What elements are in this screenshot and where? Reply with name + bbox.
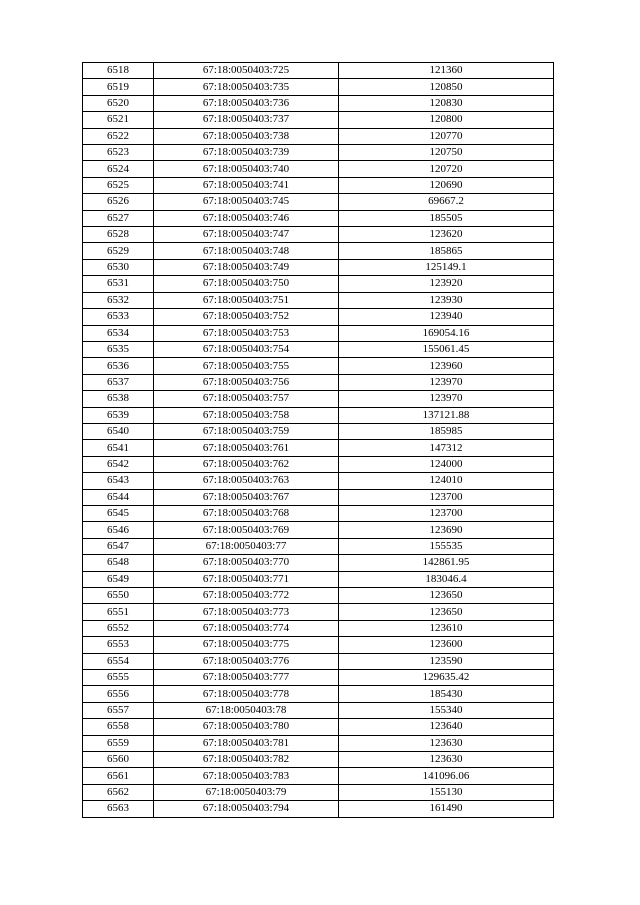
table-row	[83, 423, 554, 439]
row-number-cell: 6548	[83, 555, 154, 571]
table-row	[83, 719, 554, 735]
row-number-cell: 6525	[83, 177, 154, 193]
table-row	[83, 473, 554, 489]
table-row	[83, 522, 554, 538]
cadastral-number-cell: 67:18:0050403:775	[154, 637, 339, 653]
row-number-cell: 6527	[83, 210, 154, 226]
table-row	[83, 276, 554, 292]
value-cell: 69667.2	[339, 194, 554, 210]
table-row	[83, 555, 554, 571]
value-cell: 120750	[339, 145, 554, 161]
row-number-cell: 6551	[83, 604, 154, 620]
table-row	[83, 259, 554, 275]
cadastral-number-cell: 67:18:0050403:740	[154, 161, 339, 177]
table-row	[83, 456, 554, 472]
value-cell: 185430	[339, 686, 554, 702]
table-row	[83, 374, 554, 390]
row-number-cell: 6523	[83, 145, 154, 161]
value-cell: 120800	[339, 112, 554, 128]
cadastral-value-table	[82, 62, 554, 818]
table-row	[83, 358, 554, 374]
row-number-cell: 6558	[83, 719, 154, 735]
table-row	[83, 325, 554, 341]
value-cell: 124000	[339, 456, 554, 472]
cadastral-number-cell: 67:18:0050403:794	[154, 801, 339, 817]
table-row	[83, 292, 554, 308]
value-cell: 155061.45	[339, 341, 554, 357]
row-number-cell: 6518	[83, 63, 154, 79]
table-row	[83, 79, 554, 95]
value-cell: 123640	[339, 719, 554, 735]
table-row	[83, 801, 554, 817]
row-number-cell: 6550	[83, 588, 154, 604]
cadastral-number-cell: 67:18:0050403:777	[154, 670, 339, 686]
value-cell: 185985	[339, 423, 554, 439]
cadastral-number-cell: 67:18:0050403:78	[154, 702, 339, 718]
row-number-cell: 6557	[83, 702, 154, 718]
table-row	[83, 95, 554, 111]
row-number-cell: 6534	[83, 325, 154, 341]
cadastral-number-cell: 67:18:0050403:739	[154, 145, 339, 161]
row-number-cell: 6519	[83, 79, 154, 95]
value-cell: 155340	[339, 702, 554, 718]
value-cell: 185865	[339, 243, 554, 259]
table-row	[83, 309, 554, 325]
cadastral-number-cell: 67:18:0050403:755	[154, 358, 339, 374]
row-number-cell: 6546	[83, 522, 154, 538]
cadastral-number-cell: 67:18:0050403:753	[154, 325, 339, 341]
value-cell: 121360	[339, 63, 554, 79]
cadastral-number-cell: 67:18:0050403:745	[154, 194, 339, 210]
table-row	[83, 177, 554, 193]
cadastral-number-cell: 67:18:0050403:781	[154, 735, 339, 751]
cadastral-number-cell: 67:18:0050403:773	[154, 604, 339, 620]
row-number-cell: 6542	[83, 456, 154, 472]
row-number-cell: 6540	[83, 423, 154, 439]
table-row	[83, 194, 554, 210]
cadastral-number-cell: 67:18:0050403:780	[154, 719, 339, 735]
value-cell: 123920	[339, 276, 554, 292]
row-number-cell: 6543	[83, 473, 154, 489]
table-row	[83, 440, 554, 456]
table-row	[83, 735, 554, 751]
cadastral-number-cell: 67:18:0050403:769	[154, 522, 339, 538]
row-number-cell: 6537	[83, 374, 154, 390]
table-row	[83, 702, 554, 718]
cadastral-number-cell: 67:18:0050403:776	[154, 653, 339, 669]
table-row	[83, 243, 554, 259]
row-number-cell: 6526	[83, 194, 154, 210]
row-number-cell: 6524	[83, 161, 154, 177]
cadastral-number-cell: 67:18:0050403:756	[154, 374, 339, 390]
row-number-cell: 6561	[83, 768, 154, 784]
cadastral-number-cell: 67:18:0050403:749	[154, 259, 339, 275]
table-row	[83, 637, 554, 653]
value-cell: 120690	[339, 177, 554, 193]
table-row	[83, 227, 554, 243]
table-row	[83, 161, 554, 177]
cadastral-number-cell: 67:18:0050403:768	[154, 505, 339, 521]
value-cell: 147312	[339, 440, 554, 456]
table-row	[83, 571, 554, 587]
value-cell: 120850	[339, 79, 554, 95]
cadastral-number-cell: 67:18:0050403:747	[154, 227, 339, 243]
cadastral-number-cell: 67:18:0050403:778	[154, 686, 339, 702]
cadastral-number-cell: 67:18:0050403:782	[154, 752, 339, 768]
value-cell: 123650	[339, 604, 554, 620]
row-number-cell: 6541	[83, 440, 154, 456]
table-body	[83, 63, 554, 818]
value-cell: 155130	[339, 784, 554, 800]
cadastral-number-cell: 67:18:0050403:736	[154, 95, 339, 111]
table-row	[83, 391, 554, 407]
table-row	[83, 752, 554, 768]
table-row	[83, 653, 554, 669]
cadastral-number-cell: 67:18:0050403:757	[154, 391, 339, 407]
cadastral-number-cell: 67:18:0050403:770	[154, 555, 339, 571]
value-cell: 141096.06	[339, 768, 554, 784]
cadastral-number-cell: 67:18:0050403:750	[154, 276, 339, 292]
row-number-cell: 6563	[83, 801, 154, 817]
value-cell: 123650	[339, 588, 554, 604]
row-number-cell: 6531	[83, 276, 154, 292]
value-cell: 185505	[339, 210, 554, 226]
table-row	[83, 588, 554, 604]
cadastral-number-cell: 67:18:0050403:774	[154, 620, 339, 636]
row-number-cell: 6520	[83, 95, 154, 111]
cadastral-number-cell: 67:18:0050403:748	[154, 243, 339, 259]
value-cell: 123610	[339, 620, 554, 636]
value-cell: 123700	[339, 489, 554, 505]
row-number-cell: 6544	[83, 489, 154, 505]
row-number-cell: 6536	[83, 358, 154, 374]
value-cell: 123630	[339, 735, 554, 751]
row-number-cell: 6555	[83, 670, 154, 686]
row-number-cell: 6538	[83, 391, 154, 407]
cadastral-number-cell: 67:18:0050403:77	[154, 538, 339, 554]
table-row	[83, 407, 554, 423]
row-number-cell: 6528	[83, 227, 154, 243]
cadastral-number-cell: 67:18:0050403:763	[154, 473, 339, 489]
row-number-cell: 6559	[83, 735, 154, 751]
table-row	[83, 128, 554, 144]
value-cell: 142861.95	[339, 555, 554, 571]
table-row	[83, 538, 554, 554]
cadastral-number-cell: 67:18:0050403:752	[154, 309, 339, 325]
row-number-cell: 6535	[83, 341, 154, 357]
row-number-cell: 6553	[83, 637, 154, 653]
value-cell: 123970	[339, 374, 554, 390]
row-number-cell: 6554	[83, 653, 154, 669]
table-row	[83, 145, 554, 161]
value-cell: 155535	[339, 538, 554, 554]
table-row	[83, 505, 554, 521]
cadastral-number-cell: 67:18:0050403:771	[154, 571, 339, 587]
table-row	[83, 686, 554, 702]
value-cell: 123690	[339, 522, 554, 538]
cadastral-number-cell: 67:18:0050403:751	[154, 292, 339, 308]
row-number-cell: 6547	[83, 538, 154, 554]
row-number-cell: 6522	[83, 128, 154, 144]
table-row	[83, 341, 554, 357]
value-cell: 123590	[339, 653, 554, 669]
cadastral-number-cell: 67:18:0050403:746	[154, 210, 339, 226]
table-row	[83, 620, 554, 636]
table-row	[83, 604, 554, 620]
table-row	[83, 670, 554, 686]
table-row	[83, 210, 554, 226]
cadastral-number-cell: 67:18:0050403:761	[154, 440, 339, 456]
table-row	[83, 489, 554, 505]
value-cell: 169054.16	[339, 325, 554, 341]
cadastral-number-cell: 67:18:0050403:725	[154, 63, 339, 79]
row-number-cell: 6529	[83, 243, 154, 259]
value-cell: 137121.88	[339, 407, 554, 423]
cadastral-number-cell: 67:18:0050403:762	[154, 456, 339, 472]
row-number-cell: 6549	[83, 571, 154, 587]
cadastral-number-cell: 67:18:0050403:783	[154, 768, 339, 784]
value-cell: 123620	[339, 227, 554, 243]
row-number-cell: 6556	[83, 686, 154, 702]
value-cell: 161490	[339, 801, 554, 817]
row-number-cell: 6545	[83, 505, 154, 521]
value-cell: 125149.1	[339, 259, 554, 275]
value-cell: 129635.42	[339, 670, 554, 686]
cadastral-number-cell: 67:18:0050403:767	[154, 489, 339, 505]
value-cell: 123940	[339, 309, 554, 325]
row-number-cell: 6521	[83, 112, 154, 128]
table-row	[83, 112, 554, 128]
row-number-cell: 6560	[83, 752, 154, 768]
value-cell: 120720	[339, 161, 554, 177]
value-cell: 123960	[339, 358, 554, 374]
cadastral-number-cell: 67:18:0050403:759	[154, 423, 339, 439]
cadastral-number-cell: 67:18:0050403:741	[154, 177, 339, 193]
cadastral-number-cell: 67:18:0050403:758	[154, 407, 339, 423]
value-cell: 123600	[339, 637, 554, 653]
cadastral-number-cell: 67:18:0050403:79	[154, 784, 339, 800]
value-cell: 120770	[339, 128, 554, 144]
table-row	[83, 768, 554, 784]
table-row	[83, 784, 554, 800]
row-number-cell: 6530	[83, 259, 154, 275]
row-number-cell: 6552	[83, 620, 154, 636]
value-cell: 123970	[339, 391, 554, 407]
value-cell: 123930	[339, 292, 554, 308]
value-cell: 123630	[339, 752, 554, 768]
row-number-cell: 6533	[83, 309, 154, 325]
row-number-cell: 6562	[83, 784, 154, 800]
cadastral-number-cell: 67:18:0050403:735	[154, 79, 339, 95]
cadastral-number-cell: 67:18:0050403:772	[154, 588, 339, 604]
row-number-cell: 6539	[83, 407, 154, 423]
value-cell: 123700	[339, 505, 554, 521]
row-number-cell: 6532	[83, 292, 154, 308]
value-cell: 124010	[339, 473, 554, 489]
cadastral-number-cell: 67:18:0050403:737	[154, 112, 339, 128]
value-cell: 183046.4	[339, 571, 554, 587]
cadastral-number-cell: 67:18:0050403:754	[154, 341, 339, 357]
table-row	[83, 63, 554, 79]
value-cell: 120830	[339, 95, 554, 111]
cadastral-number-cell: 67:18:0050403:738	[154, 128, 339, 144]
